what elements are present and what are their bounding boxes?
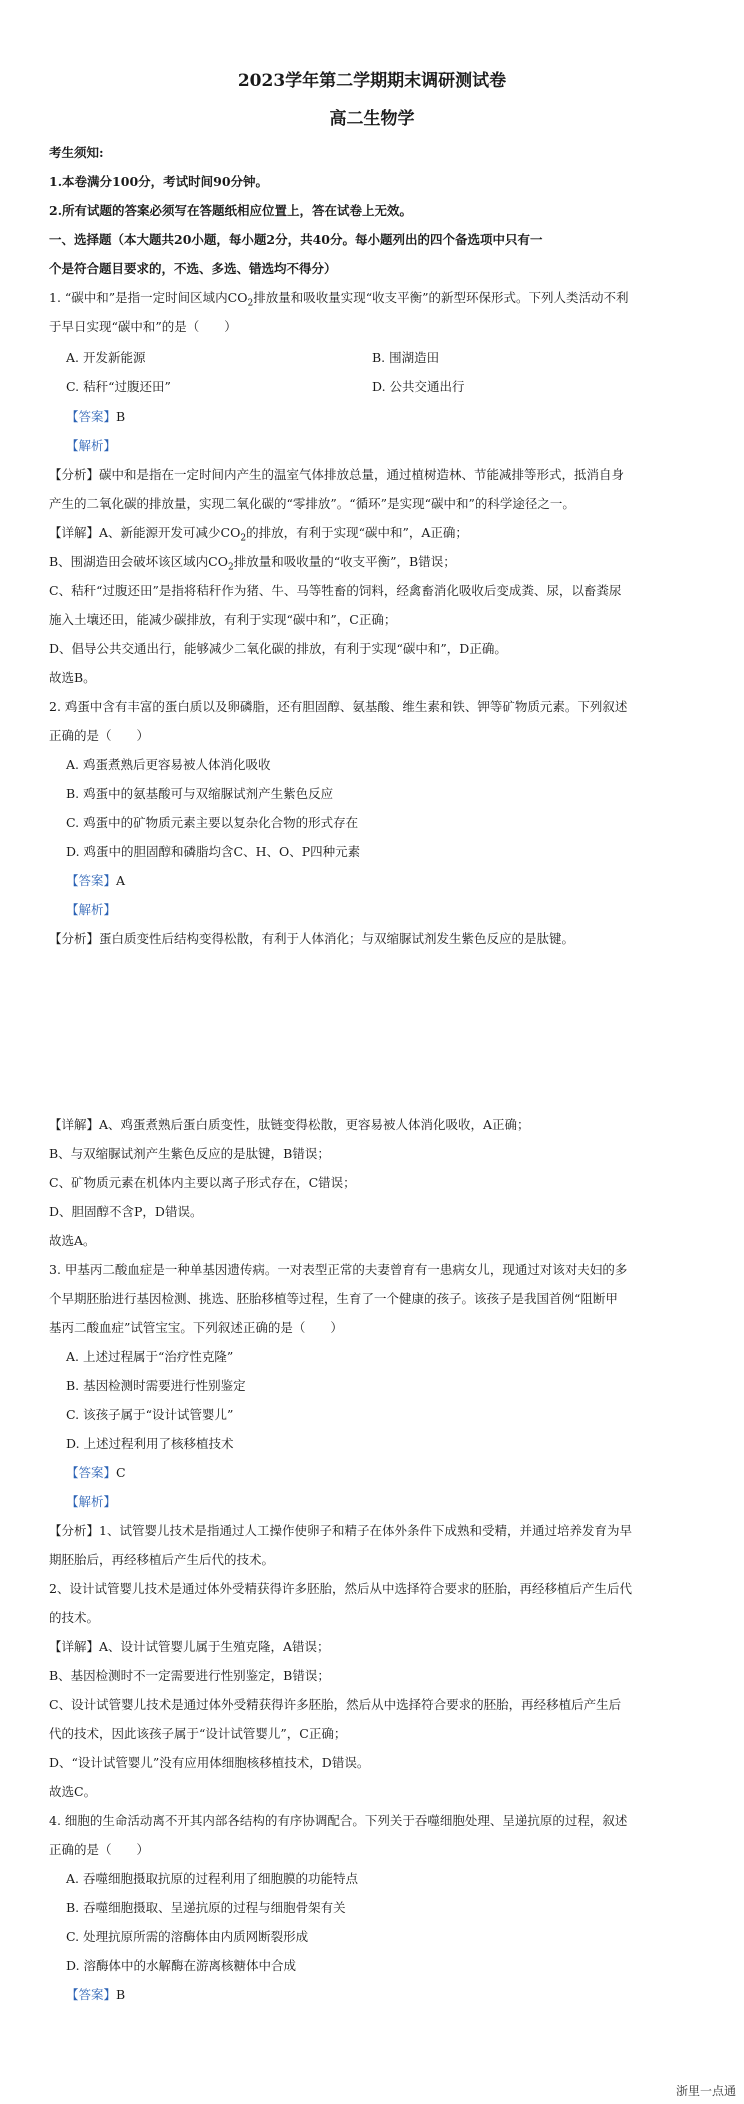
q3-detail-c-line2: 代的技术，因此该孩子属于“设计试管婴儿”，C正确； bbox=[49, 1726, 347, 1741]
q4-answer: 【答案】B bbox=[66, 1987, 126, 2002]
section-heading-line2: 个是符合题目要求的，不选、多选、错选均不得分） bbox=[49, 261, 337, 276]
q2-option-a: A. 鸡蛋煮熟后更容易被人体消化吸收 bbox=[66, 757, 271, 772]
q2-fenxi: 【分析】蛋白质变性后结构变得松散，有利于人体消化；与双缩脲试剂发生紫色反应的是肽键。 bbox=[49, 931, 575, 946]
q3-detail-d: D、“设计试管婴儿”没有应用体细胞核移植技术，D错误。 bbox=[49, 1755, 370, 1770]
q1-detail-b: B、围湖造田会破坏该区域内$CO_2$排放量和吸收量的“收支平衡”，B错误； bbox=[49, 554, 456, 573]
q2-stem-line2: 正确的是（ ） bbox=[49, 728, 150, 743]
q2-analysis-tag: 【解析】 bbox=[66, 902, 117, 917]
q1-stem-line1: 1. “碳中和”是指一定时间区域内$CO_2$排放量和吸收量实现“收支平衡”的新型环保形式。下列人类活动不利 bbox=[49, 290, 629, 309]
q1-detail-c-line1: C、秸秆“过腹还田”是指将秸秆作为猪、牛、马等牲畜的饲料，经禽畜消化吸收后变成粪、尿，以畜粪尿 bbox=[49, 583, 622, 598]
q2-detail-d: D、胆固醇不含P，D错误。 bbox=[49, 1204, 203, 1219]
exam-title: 2023学年第二学期期末调研测试卷 bbox=[237, 71, 507, 91]
q2-detail-a: 【详解】A、鸡蛋煮熟后蛋白质变性，肽链变得松散，更容易被人体消化吸收，A正确； bbox=[49, 1117, 530, 1132]
q4-option-d: D. 溶酶体中的水解酶在游离核糖体中合成 bbox=[66, 1958, 297, 1973]
q2-detail-c: C、矿物质元素在机体内主要以离子形式存在，C错误； bbox=[49, 1175, 356, 1190]
q3-fenxi-line2: 期胚胎后，再经移植后产生后代的技术。 bbox=[49, 1552, 275, 1567]
q3-option-d: D. 上述过程利用了核移植技术 bbox=[66, 1436, 234, 1451]
footer-watermark: 浙里一点通 bbox=[675, 2084, 736, 2098]
q2-option-b: B. 鸡蛋中的氨基酸可与双缩脲试剂产生紫色反应 bbox=[66, 786, 334, 801]
q3-conclusion: 故选C。 bbox=[49, 1784, 97, 1799]
notice-heading: 考生须知: bbox=[49, 145, 104, 160]
q1-option-a: A. 开发新能源 bbox=[66, 350, 146, 365]
q2-detail-b: B、与双缩脲试剂产生紫色反应的是肽键，B错误； bbox=[49, 1146, 330, 1161]
q2-stem-line1: 2. 鸡蛋中含有丰富的蛋白质以及卵磷脂，还有胆固醇、氨基酸、维生素和铁、钾等矿物质元素。下列叙述 bbox=[49, 699, 628, 714]
notice-item-1: 1.本卷满分100分，考试时间90分钟。 bbox=[49, 174, 269, 189]
q3-answer: 【答案】C bbox=[66, 1465, 126, 1480]
q2-option-c: C. 鸡蛋中的矿物质元素主要以复杂化合物的形式存在 bbox=[66, 815, 359, 830]
q3-option-b: B. 基因检测时需要进行性别鉴定 bbox=[66, 1378, 246, 1393]
q1-option-d: D. 公共交通出行 bbox=[372, 379, 465, 394]
q3-fenxi-line3: 2、设计试管婴儿技术是通过体外受精获得许多胚胎，然后从中选择符合要求的胚胎，再经移植后产生后代 bbox=[49, 1581, 632, 1596]
q3-stem-line2: 个早期胚胎进行基因检测、挑选、胚胎移植等过程，生育了一个健康的孩子。该孩子是我国首例“阻断甲 bbox=[49, 1291, 618, 1306]
q1-option-b: B. 围湖造田 bbox=[372, 350, 440, 365]
q3-option-a: A. 上述过程属于“治疗性克隆” bbox=[66, 1349, 234, 1364]
q2-option-d: D. 鸡蛋中的胆固醇和磷脂均含C、H、O、P四种元素 bbox=[66, 844, 361, 859]
q1-detail-c-line2: 施入土壤还田，能减少碳排放，有利于实现“碳中和”，C正确； bbox=[49, 612, 397, 627]
q4-stem-line2: 正确的是（ ） bbox=[49, 1842, 150, 1857]
q3-fenxi-line4: 的技术。 bbox=[49, 1610, 100, 1625]
exam-subtitle: 高二生物学 bbox=[329, 109, 415, 129]
q1-fenxi-line1: 【分析】碳中和是指在一定时间内产生的温室气体排放总量，通过植树造林、节能减排等形式，抵消自身 bbox=[49, 467, 625, 482]
q3-stem-line1: 3. 甲基丙二酸血症是一种单基因遗传病。一对表型正常的夫妻曾育有一患病女儿，现通过对该对夫妇的多 bbox=[49, 1262, 628, 1277]
section-heading-line1: 一、选择题（本大题共20小题，每小题2分，共40分。每小题列出的四个备选项中只有一 bbox=[49, 232, 543, 247]
q1-stem-line2: 于早日实现“碳中和”的是（ ） bbox=[49, 319, 237, 334]
q2-conclusion: 故选A。 bbox=[49, 1233, 96, 1248]
q1-detail-d: D、倡导公共交通出行，能够减少二氧化碳的排放，有利于实现“碳中和”，D正确。 bbox=[49, 641, 507, 656]
q3-detail-c-line1: C、设计试管婴儿技术是通过体外受精获得许多胚胎，然后从中选择符合要求的胚胎，再经移植后产生后 bbox=[49, 1697, 622, 1712]
q1-option-c: C. 秸秆“过腹还田” bbox=[66, 379, 171, 394]
q3-option-c: C. 该孩子属于“设计试管婴儿” bbox=[66, 1407, 234, 1422]
q1-conclusion: 故选B。 bbox=[49, 670, 96, 685]
q4-option-c: C. 处理抗原所需的溶酶体由内质网断裂形成 bbox=[66, 1929, 309, 1944]
q3-detail-b: B、基因检测时不一定需要进行性别鉴定，B错误； bbox=[49, 1668, 330, 1683]
q3-detail-a: 【详解】A、设计试管婴儿属于生殖克隆，A错误； bbox=[49, 1639, 330, 1654]
q1-detail-a: 【详解】A、新能源开发可减少$CO_2$的排放，有利于实现“碳中和”，A正确； bbox=[49, 525, 468, 544]
q4-stem-line1: 4. 细胞的生命活动离不开其内部各结构的有序协调配合。下列关于吞噬细胞处理、呈递抗原的过程，叙述 bbox=[49, 1813, 628, 1828]
q1-answer: 【答案】B bbox=[66, 409, 126, 424]
notice-item-2: 2.所有试题的答案必须写在答题纸相应位置上，答在试卷上无效。 bbox=[49, 203, 413, 218]
q4-option-b: B. 吞噬细胞摄取、呈递抗原的过程与细胞骨架有关 bbox=[66, 1900, 346, 1915]
q2-answer: 【答案】A bbox=[66, 873, 126, 888]
q3-analysis-tag: 【解析】 bbox=[66, 1494, 117, 1509]
q3-stem-line3: 基丙二酸血症”试管宝宝。下列叙述正确的是（ ） bbox=[49, 1320, 343, 1335]
q3-fenxi-line1: 【分析】1、试管婴儿技术是指通过人工操作使卵子和精子在体外条件下成熟和受精，并通过培养发育为早 bbox=[49, 1523, 632, 1538]
q1-analysis-tag: 【解析】 bbox=[66, 438, 117, 453]
q1-fenxi-line2: 产生的二氧化碳的排放量，实现二氧化碳的“零排放”。“循环”是实现“碳中和”的科学途径之一。 bbox=[49, 496, 575, 511]
q4-option-a: A. 吞噬细胞摄取抗原的过程利用了细胞膜的功能特点 bbox=[66, 1871, 358, 1886]
